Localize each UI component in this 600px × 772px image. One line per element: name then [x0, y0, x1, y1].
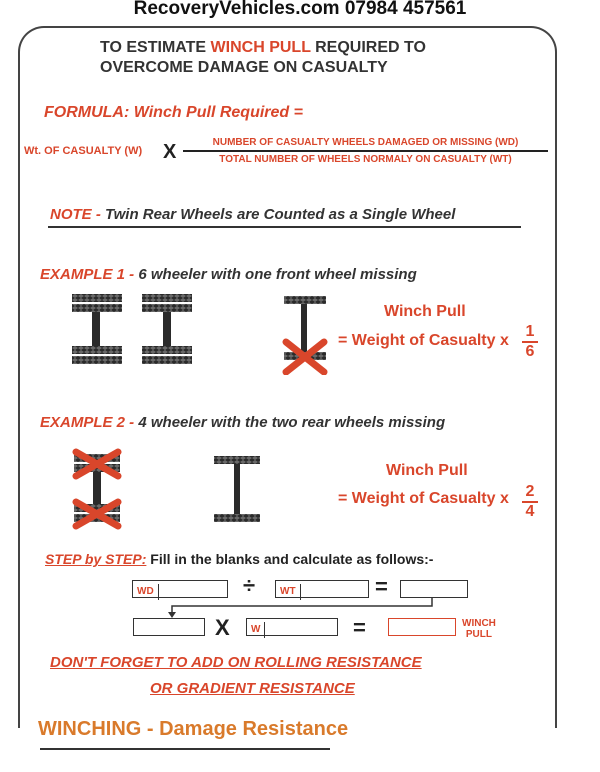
w-input[interactable] [246, 618, 338, 636]
example2-fraction [522, 483, 538, 521]
example1-num: 1 [522, 323, 538, 343]
front-axle-missing-wheel [284, 296, 326, 372]
ratio-result-input[interactable] [400, 580, 468, 598]
example1-label: EXAMPLE 1 - [40, 266, 135, 283]
warning-line2: OR GRADIENT RESISTANCE [150, 680, 355, 697]
example1-diagram [60, 290, 350, 375]
ratio-carry-input[interactable] [133, 618, 205, 636]
note-text: Twin Rear Wheels are Counted as a Single Wheel [100, 206, 456, 223]
formula-numerator: NUMBER OF CASUALTY WHEELS DAMAGED OR MISSING (WD) [183, 137, 548, 152]
example2-winch-pull: Winch Pull [386, 462, 468, 479]
title-post: REQUIRED TO [310, 39, 426, 56]
example2-text: 4 wheeler with the two rear wheels missing [134, 414, 446, 431]
formula-times: X [163, 141, 177, 163]
axle-diagram-1 [72, 294, 122, 364]
note-label: NOTE - [50, 206, 101, 223]
example2-den: 4 [525, 503, 535, 520]
step-heading [45, 551, 433, 567]
example2-num: 2 [522, 483, 538, 503]
example2-heading [40, 414, 445, 431]
rear-axle-missing-wheels [74, 452, 120, 526]
wt-input[interactable] [275, 580, 369, 598]
title-pre: TO ESTIMATE [100, 39, 211, 56]
warning-line1: DON'T FORGET TO ADD ON ROLLING RESISTANCE [50, 654, 422, 671]
example1-den: 6 [525, 343, 535, 360]
example2-label: EXAMPLE 2 - [40, 414, 135, 431]
times-sign: X [215, 615, 230, 640]
wt-label: WT [276, 584, 301, 600]
formula-fraction [183, 137, 548, 165]
example1-winch-pull: Winch Pull [384, 303, 466, 320]
note-underline [48, 226, 521, 228]
w-label: W [247, 622, 265, 638]
wd-label: WD [133, 584, 159, 600]
equals-sign-1: = [375, 574, 388, 599]
footer-underline [40, 748, 330, 750]
winch-pull-result-label: WINCH PULL [462, 618, 496, 640]
axle-diagram-2 [142, 294, 192, 364]
divide-sign: ÷ [243, 573, 256, 598]
example1-heading [40, 266, 417, 283]
formula-denominator: TOTAL NUMBER OF WHEELS NORMALY ON CASUALTY (WT) [219, 154, 512, 165]
header-text: RecoveryVehicles.com 07984 457561 [133, 0, 467, 19]
example1-text: 6 wheeler with one front wheel missing [134, 266, 417, 283]
title-highlight: WINCH PULL [210, 39, 311, 56]
wd-input[interactable] [132, 580, 228, 598]
example2-diagram [60, 448, 280, 533]
footer-title: WINCHING - Damage Resistance [38, 718, 349, 740]
equals-sign-2: = [353, 615, 366, 640]
example2-equation: = Weight of Casualty x [338, 490, 509, 507]
example1-equation: = Weight of Casualty x [338, 332, 509, 349]
front-axle [214, 456, 260, 522]
formula-weight: Wt. OF CASUALTY (W) [24, 145, 143, 157]
step-text: Fill in the blanks and calculate as follows:- [146, 551, 434, 567]
page-title [100, 38, 426, 78]
example1-fraction [522, 323, 538, 361]
step-label: STEP by STEP: [45, 551, 147, 567]
winch-pull-result-input[interactable] [388, 618, 456, 636]
formula-label: FORMULA: Winch Pull Required = [44, 104, 303, 121]
title-line2: OVERCOME DAMAGE ON CASUALTY [100, 59, 388, 76]
note [50, 206, 455, 223]
